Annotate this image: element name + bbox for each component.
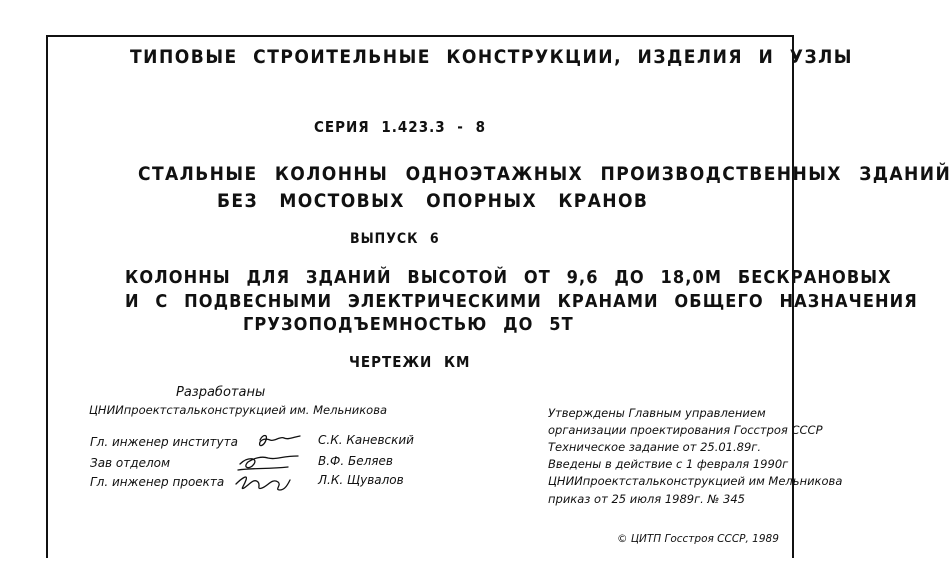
signature-kanevsky (260, 436, 300, 446)
developer-organization: ЦНИИпроектстальконструкцией им. Мельникова (89, 403, 388, 417)
drawings-label: ЧЕРТЕЖИ КМ (349, 353, 471, 371)
document-title-line-1: СТАЛЬНЫЕ КОЛОННЫ ОДНОЭТАЖНЫХ ПРОИЗВОДСТВЕННЫХ ЗДАНИЙ (138, 163, 951, 185)
signatory-role: Зав отделом (90, 456, 171, 470)
signatory-name: Л.К. Щувалов (318, 473, 404, 487)
signatory-name: В.Ф. Беляев (318, 454, 393, 468)
approval-line: ЦНИИпроектстальконструкцией им Мельникова (548, 474, 843, 488)
approval-line: Утверждены Главным управлением (548, 406, 766, 420)
signatures-graphic (232, 426, 312, 496)
developed-label: Разработаны (176, 385, 266, 400)
approval-line: Введены в действие с 1 февраля 1990г (548, 457, 789, 471)
copyright-notice: © ЦИТП Госстроя СССР, 1989 (617, 533, 779, 545)
document-title-line-2: БЕЗ МОСТОВЫХ ОПОРНЫХ КРАНОВ (217, 190, 649, 212)
subtitle-line-2: И С ПОДВЕСНЫМИ ЭЛЕКТРИЧЕСКИМИ КРАНАМИ ОБЩЕГО НАЗНАЧЕНИЯ (125, 291, 918, 312)
subtitle-line-1: КОЛОННЫ ДЛЯ ЗДАНИЙ ВЫСОТОЙ ОТ 9,6 ДО 18,0М БЕСКРАНОВЫХ (125, 267, 892, 288)
signature-shuvalov (236, 477, 290, 490)
signatory-role: Гл. инженер института (90, 435, 238, 449)
signatory-role: Гл. инженер проекта (90, 475, 225, 489)
approval-line: организации проектирования Госстроя СССР (548, 423, 823, 437)
approval-line: приказ от 25 июля 1989г. № 345 (548, 492, 745, 506)
signatory-name: С.К. Каневский (318, 433, 414, 447)
series-number: СЕРИЯ 1.423.3 - 8 (314, 118, 486, 136)
issue-number: ВЫПУСК 6 (350, 231, 440, 247)
signature-belyaev (238, 456, 298, 470)
subtitle-line-3: ГРУЗОПОДЪЕМНОСТЬЮ ДО 5Т (243, 314, 574, 335)
collection-title: ТИПОВЫЕ СТРОИТЕЛЬНЫЕ КОНСТРУКЦИИ, ИЗДЕЛИЯ И УЗЛЫ (130, 46, 853, 68)
approval-line: Техническое задание от 25.01.89г. (548, 440, 761, 454)
